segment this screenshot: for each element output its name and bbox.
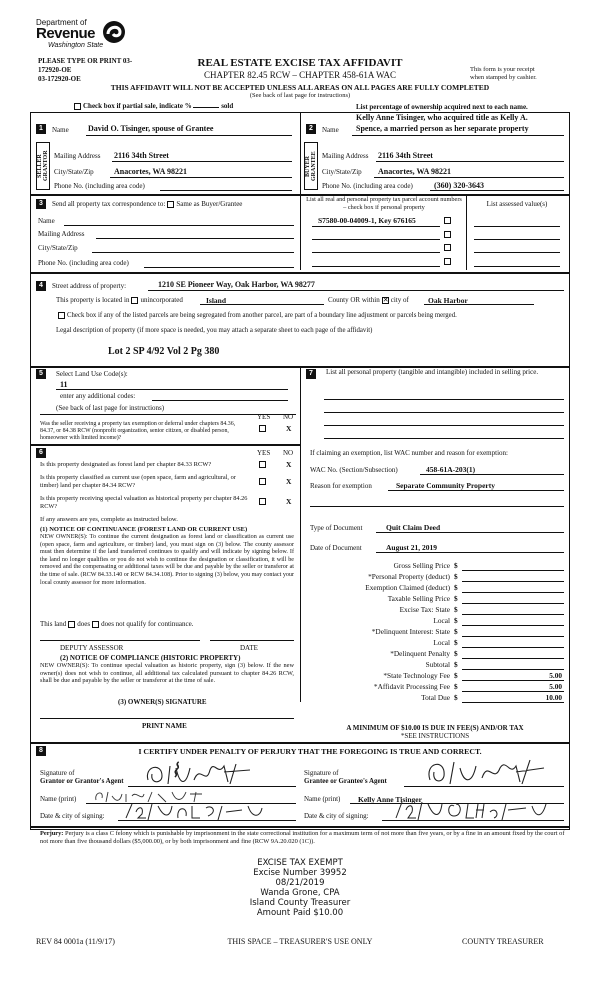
- parcel-header: List all real and personal property tax parcel account numbers – check box if personal property: [306, 196, 462, 211]
- grantor-sig-label-2: Grantor or Grantor's Agent: [40, 777, 124, 785]
- wac-label: WAC No. (Section/Subsection): [310, 466, 398, 474]
- buyer-name-value: Spence, a married person as her separate property: [356, 124, 529, 133]
- grantee-name-label: Name (print): [304, 795, 341, 803]
- compliance-body: NEW OWNER(S): To continue special valuation as historic property, sign (3) below. If the new owner(s) does not wish to continue, all additional tax calculated pursuant to chapter 84.26 RCW, shall be due and payable by the seller or transferor at the time of sale.: [40, 662, 294, 685]
- fee-line: [462, 702, 564, 703]
- buyer-mailing-value: 2116 34th Street: [378, 151, 433, 160]
- seller-grantor-label: SELLER GRANTOR: [37, 150, 49, 182]
- wac-line: [420, 474, 564, 475]
- file-no-1: 172920-OE: [38, 66, 72, 74]
- parcel-personal-checkbox-3[interactable]: [444, 244, 451, 251]
- personal-property-line-1: [324, 399, 564, 400]
- historic-no-mark[interactable]: X: [286, 497, 292, 506]
- stamp-line-3: 08/21/2019: [275, 878, 325, 888]
- grantor-date-scribble-icon: [122, 802, 272, 822]
- section-2-number: 2: [306, 124, 316, 134]
- parcel-line-1: [312, 226, 440, 227]
- parcel-personal-checkbox-4[interactable]: [444, 258, 451, 265]
- please-type: PLEASE TYPE OR PRINT 03-: [38, 57, 133, 65]
- continuance-title: (1) NOTICE OF CONTINUANCE (FOREST LAND OR CURRENT USE): [40, 526, 248, 533]
- parcel-personal-checkbox-1[interactable]: [444, 217, 451, 224]
- buyer-name-top: Kelly Anne Tisinger, who acquired title as Kelly A.: [356, 113, 528, 122]
- buyer-phone-value: (360) 320-3643: [434, 181, 484, 190]
- does-not-qualify-checkbox[interactable]: [92, 621, 99, 628]
- assessor-date-line: [210, 640, 294, 641]
- partial-sale-checkbox[interactable]: [74, 103, 81, 110]
- land-use-see-back: (See back of last page for instructions): [56, 404, 165, 412]
- send-correspondence: Send all property tax correspondence to: Same as Buyer/Grantee: [52, 200, 243, 208]
- receipt-note-1: This form is your receipt: [470, 66, 535, 73]
- fee-dollar: $: [454, 671, 458, 680]
- corr-city-line: [92, 252, 294, 253]
- fee-label: Excise Tax: State: [399, 605, 450, 614]
- city-value: Oak Harbor: [428, 296, 468, 305]
- unincorporated-checkbox[interactable]: [131, 297, 138, 304]
- seller-mailing-line: [112, 161, 292, 162]
- buyer-name-line: [352, 135, 564, 136]
- exemption-claim-label: If claiming an exemption, list WAC number and reason for exemption:: [310, 449, 508, 457]
- fee-dollar: $: [454, 638, 458, 647]
- divider-s3-vert2: [466, 196, 467, 270]
- deputy-assessor-label: DEPUTY ASSESSOR: [60, 644, 124, 652]
- doc-date-label: Date of Document: [310, 544, 362, 552]
- same-as-buyer-checkbox[interactable]: [167, 201, 174, 208]
- fee-label: *Personal Property (deduct): [368, 572, 450, 581]
- city-line: [424, 304, 534, 305]
- additional-codes-line: [152, 400, 288, 401]
- see-back: (See back of last page for instructions): [249, 92, 351, 99]
- buyer-city-value: Anacortes, WA 98221: [378, 167, 451, 176]
- fee-dollar: $: [454, 561, 458, 570]
- located-row: This property is located in unincorporated: [56, 296, 183, 304]
- fee-dollar: $: [454, 693, 458, 702]
- reason-line-2: [310, 506, 564, 507]
- grantee-name-value: Kelly Anne Tisinger: [358, 795, 422, 804]
- current-use-yes-checkbox[interactable]: [259, 478, 266, 485]
- grantee-sig-label-1: Signature of: [304, 769, 339, 777]
- grantee-date-scribble-icon: [392, 800, 552, 822]
- if-yes-note: If any answers are yes, complete as instructed below.: [40, 516, 178, 523]
- fee-dollar: $: [454, 605, 458, 614]
- buyer-city-line: [374, 177, 564, 178]
- legal-desc-value: Lot 2 SP 4/92 Vol 2 Pg 380: [108, 346, 220, 357]
- ownership-note: List percentage of ownership acquired next to each name.: [356, 103, 528, 111]
- grantee-sig-label-2: Grantee or Grantee's Agent: [304, 777, 387, 785]
- grantee-signature-icon: [420, 754, 560, 788]
- segregated-checkbox[interactable]: [58, 312, 65, 319]
- seller-mailing-value: 2116 34th Street: [114, 151, 169, 160]
- s6-yes: YES: [257, 449, 271, 457]
- county-line: [200, 304, 324, 305]
- historic-question: Is this property receiving special valuation as historical property per chapter 84.26 RCW?: [40, 495, 248, 510]
- fee-label: *State Technology Fee: [383, 671, 450, 680]
- fee-label: *Affidavit Processing Fee: [373, 682, 450, 691]
- fee-dollar: $: [454, 594, 458, 603]
- personal-property-line-4: [324, 438, 564, 439]
- doc-type-line: [376, 532, 564, 533]
- perjury-text: Perjury: Perjury is a class C felony which is punishable by imprisonment in the state correctional institution for a maximum term of not more than five years, or by a fine in an amount fixed by the court of not more than five thousand dollars ($5,000.00), or by both imprisonment and fine (RCW 9A.20.020 (1C)).: [40, 830, 565, 845]
- footer-form-number: REV 84 0001a (11/9/17): [36, 937, 115, 946]
- stamp-line-5: Island County Treasurer: [249, 898, 351, 908]
- section-4-number: 4: [36, 281, 46, 291]
- seller-name-line: [86, 135, 292, 136]
- corr-phone-label: Phone No. (including area code): [38, 259, 129, 267]
- owner-signature-line: [40, 718, 294, 719]
- compliance-title: (2) NOTICE OF COMPLIANCE (HISTORIC PROPERTY): [60, 654, 241, 662]
- stamp-line-1: EXCISE TAX EXEMPT: [257, 858, 343, 868]
- buyer-phone-line: [430, 190, 564, 191]
- fee-dollar: $: [454, 627, 458, 636]
- legal-desc-label: Legal description of property (if more space is needed, you may attach a separate sheet to each page of the affidavit): [56, 327, 373, 334]
- s5-no: NO: [283, 413, 294, 421]
- certify-line: I CERTIFY UNDER PENALTY OF PERJURY THAT THE FOREGOING IS TRUE AND CORRECT.: [138, 747, 482, 756]
- personal-property-line-3: [324, 425, 564, 426]
- buyer-mailing-label: Mailing Address: [322, 152, 369, 160]
- fee-label: Gross Selling Price: [393, 561, 450, 570]
- divider-s3-vert1: [300, 196, 301, 270]
- doc-type-value: Quit Claim Deed: [386, 523, 441, 532]
- exempt-no-mark[interactable]: X: [286, 424, 292, 433]
- partial-sale-row: Check box if partial sale, indicate % sold: [72, 102, 233, 110]
- seller-mailing-label: Mailing Address: [54, 152, 101, 160]
- grantor-sig-label-1: Signature of: [40, 769, 75, 777]
- assessed-line-2: [474, 239, 560, 240]
- grantee-date-label: Date & city of signing:: [304, 812, 369, 820]
- fee-label: Local: [433, 616, 450, 625]
- fee-dollar: $: [454, 649, 458, 658]
- forest-no-mark[interactable]: X: [286, 460, 292, 469]
- assessor-date-label: DATE: [240, 644, 258, 652]
- reason-label: Reason for exemption: [310, 482, 372, 490]
- assessed-line-1: [474, 226, 560, 227]
- corr-mailing-line: [96, 238, 294, 239]
- buyer-phone-label: Phone No. (including area code): [322, 182, 413, 190]
- assessed-header: List assessed value(s): [486, 200, 548, 208]
- fee-label: Local: [433, 638, 450, 647]
- form-title: REAL ESTATE EXCISE TAX AFFIDAVIT: [197, 57, 403, 69]
- historic-yes-checkbox[interactable]: [259, 498, 266, 505]
- logo-swirl-icon: [102, 20, 126, 44]
- seller-name-value: David O. Tisinger, spouse of Grantee: [88, 124, 214, 133]
- parcel-line-3: [312, 252, 440, 253]
- seller-city-line: [110, 177, 292, 178]
- fee-label: Taxable Selling Price: [387, 594, 450, 603]
- corr-mailing-label: Mailing Address: [38, 230, 85, 238]
- doc-type-label: Type of Document: [310, 524, 363, 532]
- section-3-number: 3: [36, 199, 46, 209]
- corr-phone-line: [144, 267, 294, 268]
- doc-date-line: [376, 552, 564, 553]
- dept-line3: Washington State: [48, 42, 104, 49]
- continuance-body: NEW OWNER(S): To continue the current designation as forest land or classification as current use (open space, farm and agriculture, or timber) land, you must sign on (3) below. The county assessor must then determine if the land transferred continues to qualify and will indicate by signing below. If the land no longer qualifies or you do not wish to continue the designation or classification, it will be removed and the compensating or additional taxes will be due and payable by the seller or transferor at the time of sale. (RCW 84.33.140 or RCW 84.34.108). Prior to signing (3) below, you may contact your local county assessor for more information.: [40, 534, 294, 586]
- parcel-line-2: [312, 239, 440, 240]
- buyer-grantee-label: BUYER GRANTEE: [305, 151, 317, 181]
- section-6-number: 6: [36, 448, 46, 458]
- forest-question: Is this property designated as forest land per chapter 84.33 RCW?: [40, 461, 212, 468]
- parcel-line-4: [312, 266, 440, 267]
- buyer-mailing-line: [376, 161, 564, 162]
- owner-signature-label: (3) OWNER(S) SIGNATURE: [118, 698, 207, 706]
- deputy-assessor-line: [40, 640, 200, 641]
- fee-label: Total Due: [421, 693, 450, 702]
- fee-dollar: $: [454, 660, 458, 669]
- seller-city-label: City/State/Zip: [54, 168, 94, 176]
- minimum-fee-note: A MINIMUM OF $10.00 IS DUE IN FEE(S) AND/OR TAX: [346, 724, 524, 732]
- exempt-yes-checkbox[interactable]: [259, 425, 266, 432]
- reason-value: Separate Community Property: [396, 481, 496, 490]
- street-value: 1210 SE Pioneer Way, Oak Harbor, WA 98277: [158, 280, 315, 289]
- within-city-checkbox[interactable]: ✕: [382, 295, 389, 304]
- this-land-row: This land does does not qualify for continuance.: [40, 620, 194, 628]
- grantor-date-label: Date & city of signing:: [40, 812, 105, 820]
- section-5-number: 5: [36, 369, 46, 379]
- print-name-label: PRINT NAME: [142, 722, 187, 730]
- section-7-number: 7: [306, 369, 316, 379]
- wac-value: 458-61A-203(1): [426, 465, 476, 474]
- assessed-line-4: [474, 266, 560, 267]
- divider-s1s2: [300, 112, 301, 194]
- exempt-question: Was the seller receiving a property tax exemption or deferral under chapters 84.36, 84.37, or 84.38 RCW (nonprofit organization, senior citizen, or disabled person, homeowner with limited income)?: [40, 421, 236, 441]
- stamp-line-6: Amount Paid $10.00: [256, 908, 344, 918]
- s5-yes: YES: [257, 413, 271, 421]
- fee-value: 5.00: [549, 671, 562, 680]
- parcel-personal-checkbox-2[interactable]: [444, 231, 451, 238]
- fee-dollar: $: [454, 616, 458, 625]
- fee-dollar: $: [454, 572, 458, 581]
- current-use-question: Is this property classified as current use (open space, farm and agricultural, or timber) land per chapter 84.34 RCW?: [40, 474, 236, 489]
- divider-perjury: [30, 826, 570, 828]
- treasurer-stamp: [180, 858, 420, 918]
- street-label: Street address of property:: [52, 282, 127, 290]
- fee-dollar: $: [454, 583, 458, 592]
- fee-label: Exemption Claimed (deduct): [365, 583, 450, 592]
- footer-treasurer-space: THIS SPACE – TREASURER'S USE ONLY: [227, 937, 373, 946]
- form-subtitle: CHAPTER 82.45 RCW – CHAPTER 458-61A WAC: [204, 70, 396, 80]
- footer-county-treasurer: COUNTY TREASURER: [462, 937, 544, 946]
- grantor-signature-scribble: ⌇: [170, 758, 180, 782]
- forest-yes-checkbox[interactable]: [259, 461, 266, 468]
- stamp-line-4: Wanda Grone, CPA: [260, 888, 340, 898]
- dept-line2: Revenue: [36, 25, 96, 42]
- land-use-label: Select Land Use Code(s):: [56, 370, 128, 378]
- fee-row-total: [300, 692, 570, 704]
- fee-label: *Delinquent Interest: State: [371, 627, 450, 636]
- segregated-row: Check box if any of the listed parcels are being segregated from another parcel, are part of a boundary line adjustment or parcels being merged.: [56, 312, 457, 319]
- reason-line: [388, 490, 564, 491]
- corr-city-label: City/State/Zip: [38, 244, 78, 252]
- divider-s4: [30, 272, 570, 274]
- fee-label: Subtotal: [425, 660, 450, 669]
- land-use-value: 11: [60, 380, 68, 389]
- buyer-name-label: Name: [322, 126, 339, 134]
- doc-date-value: August 21, 2019: [386, 543, 438, 552]
- fee-value: 5.00: [549, 682, 562, 691]
- current-use-no-mark[interactable]: X: [286, 477, 292, 486]
- street-line: [148, 290, 564, 291]
- county-value: Island: [206, 296, 227, 305]
- stamp-line-2: Excise Number 39952: [253, 868, 347, 878]
- section-1-number: 1: [36, 124, 46, 134]
- fee-label: *Delinquent Penalty: [390, 649, 450, 658]
- corr-name-line: [64, 225, 294, 226]
- seller-name-label: Name: [52, 126, 69, 134]
- assessed-line-3: [474, 252, 560, 253]
- receipt-note-2: when stamped by cashier.: [470, 74, 537, 81]
- warning-line: THIS AFFIDAVIT WILL NOT BE ACCEPTED UNLESS ALL AREAS ON ALL PAGES ARE FULLY COMPLETED: [110, 83, 490, 92]
- additional-codes-label: enter any additional codes:: [60, 392, 136, 400]
- divider-s6: [30, 444, 300, 446]
- divider-s8: [30, 742, 570, 744]
- dept-line1: Department of: [36, 18, 87, 27]
- grantor-name-label: Name (print): [40, 795, 77, 803]
- personal-property-label: List all personal property (tangible and intangible) included in selling price.: [326, 368, 539, 376]
- grantor-signature-icon: [140, 756, 290, 788]
- fee-table: [300, 560, 570, 706]
- county-or-within: County OR within ✕ city of: [328, 295, 409, 304]
- seller-city-value: Anacortes, WA 98221: [114, 167, 187, 176]
- personal-property-line-2: [324, 412, 564, 413]
- corr-name-label: Name: [38, 217, 55, 225]
- section-8-number: 8: [36, 746, 46, 756]
- seller-phone-line: [160, 190, 292, 191]
- parcel-value: S7580-00-04009-1, Key 676165: [318, 216, 416, 225]
- s6-no: NO: [283, 449, 294, 457]
- land-use-line: [56, 389, 288, 390]
- does-qualify-checkbox[interactable]: [68, 621, 75, 628]
- file-no-2: 03-172920-OE: [38, 75, 81, 83]
- buyer-city-label: City/State/Zip: [322, 168, 362, 176]
- dor-logo: [36, 18, 126, 52]
- see-instructions: *SEE INSTRUCTIONS: [400, 732, 470, 740]
- fee-dollar: $: [454, 682, 458, 691]
- fee-value: 10.00: [545, 693, 562, 702]
- seller-phone-label: Phone No. (including area code): [54, 182, 145, 190]
